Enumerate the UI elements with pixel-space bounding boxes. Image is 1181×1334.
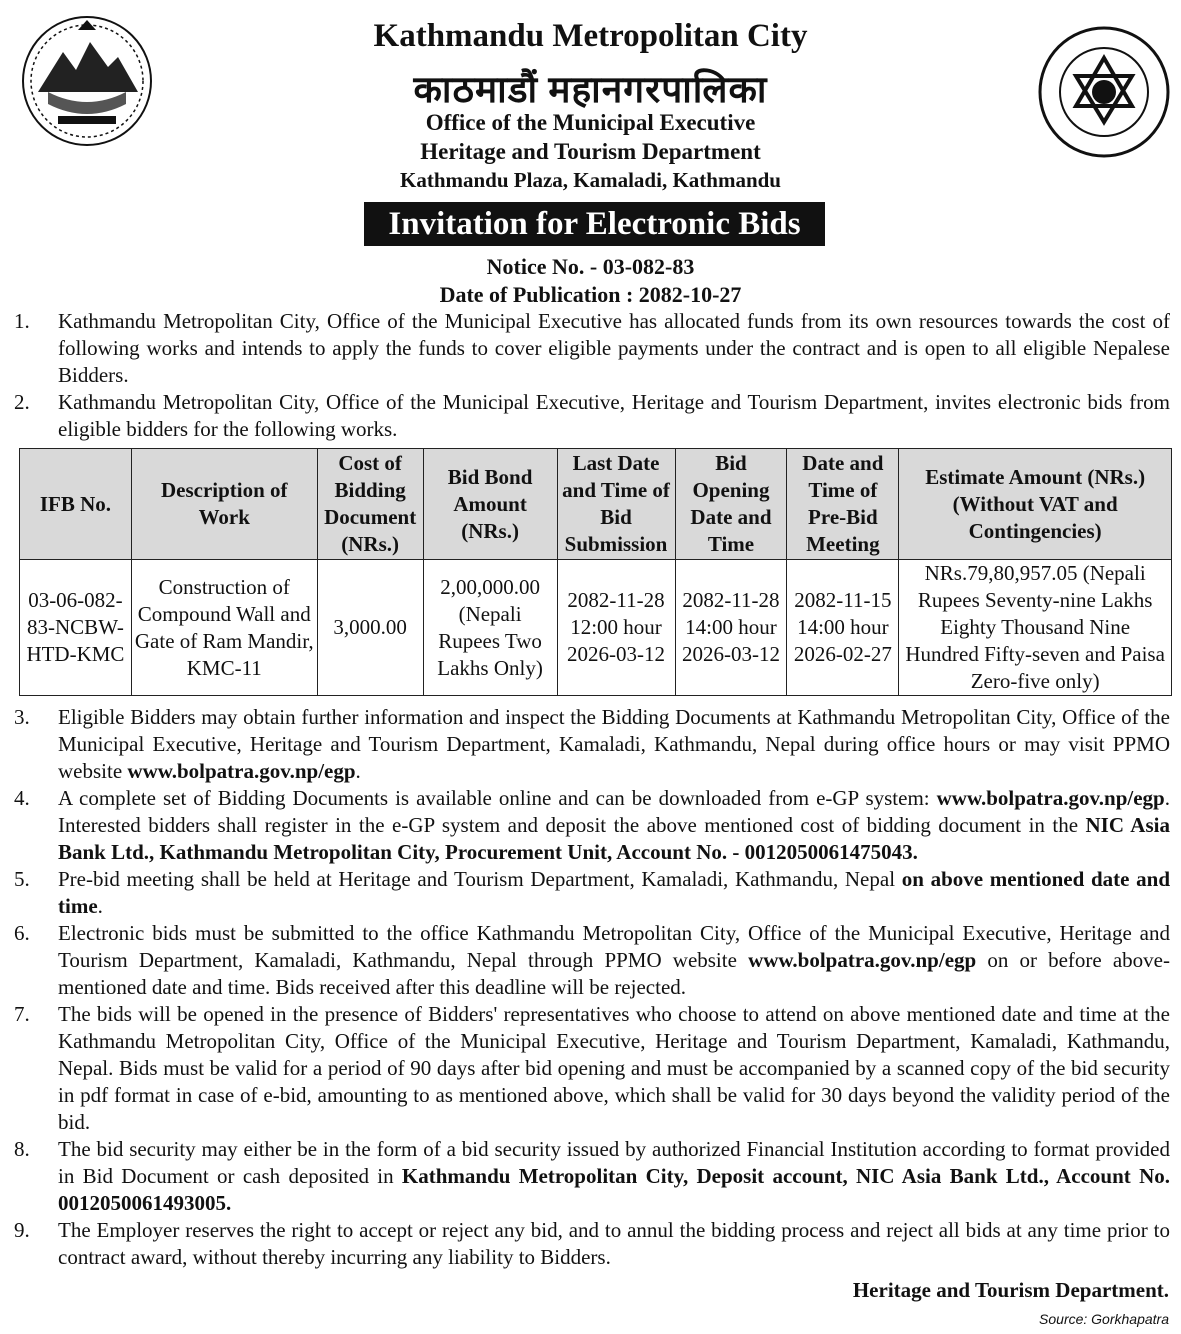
prebid-ad-date: 2026-02-27 [793,642,892,666]
paragraph-text: Kathmandu Metropolitan City, Office of the Municipal Executive has allocated funds from its own resources towards the cost of following works and intends to apply the funds to cover eligible payments under the contract and is open to all eligible Nepalese Bidders. [58,309,1170,387]
paragraph-mid: . Interested bidders shall register in the e-GP system and deposit the above mentioned cost of bidding document in the [58,786,1170,837]
paragraph-number: 1. [14,309,30,333]
header-submission: Last Date and Time of Bid Submission [557,449,675,560]
header-description: Description of Work [131,449,317,560]
procurement-account: NIC Asia Bank Ltd., Kathmandu Metropolitan City, Procurement Unit, Account No. - 0012050061475043. [58,813,1170,864]
paragraph-body: A complete set of Bidding Documents is available online and can be downloaded from e-GP system: [58,786,937,810]
notice-title-banner: Invitation for Electronic Bids [364,202,825,246]
bid-table [19,448,1172,696]
paragraph-9 [14,1217,1170,1271]
header-bid-bond: Bid Bond Amount (NRs.) [423,449,557,560]
paragraph-body: Eligible Bidders may obtain further information and inspect the Bidding Documents at Kathmandu Metropolitan City, Office of the Municipal Executive, Heritage and Tourism Department, Kamaladi, Kathmandu, Nepal during office hours or may visit PPMO website [58,705,1170,783]
prebid-emphasis: on above mentioned date and time [58,867,1171,918]
header-estimate: Estimate Amount (NRs.) (Without VAT and Contingencies) [899,449,1172,560]
cell-prebid [787,560,899,696]
notice-number: Notice No. - 03-082-83 [486,254,695,279]
office-name: Office of the Municipal Executive [425,110,756,135]
paragraph-text: The Employer reserves the right to accept or reject any bid, and to annul the bidding process and reject all bids at any time prior to contract award, without thereby incurring any liability to Bidders. [58,1218,1170,1269]
paragraph-6 [14,920,1170,1001]
paragraph-number: 9. [14,1218,30,1242]
paragraph-body: Pre-bid meeting shall be held at Heritage and Tourism Department, Kamaladi, Kathmandu, Nepal [58,867,902,891]
opening-ad-date: 2026-03-12 [681,642,780,666]
paragraph-tail: on or before above-mentioned date and time. Bids received after this deadline will be rejected. [58,948,1170,999]
cell-doc-cost: 3,000.00 [317,560,423,696]
paragraph-number: 6. [14,921,30,945]
paragraph-number: 3. [14,705,30,729]
cell-description: Construction of Compound Wall and Gate of Ram Mandir, KMC-11 [131,560,317,696]
paragraph-text [58,920,1170,1001]
paragraph-number: 7. [14,1002,30,1026]
egp-link[interactable]: www.bolpatra.gov.np/egp [936,786,1165,810]
office-address: Kathmandu Plaza, Kamaladi, Kathmandu [400,168,781,192]
table-header-row [20,449,1172,560]
prebid-time: 14:00 hour [797,615,889,639]
submission-date: 2082-11-28 [567,588,665,612]
cell-bid-bond: 2,00,000.00 (Nepali Rupees Two Lakhs Only) [423,560,557,696]
source-credit: Source: Gorkhapatra [1039,1311,1169,1327]
paragraph-text [58,785,1170,866]
signature-department: Heritage and Tourism Department. [852,1278,1169,1302]
paragraph-number: 2. [14,390,30,414]
cell-opening [675,560,787,696]
paragraph-number: 5. [14,867,30,891]
header-prebid: Date and Time of Pre-Bid Meeting [787,449,899,560]
paragraph-number: 4. [14,786,30,810]
paragraph-2 [14,389,1170,443]
cell-estimate: NRs.79,80,957.05 (Nepali Rupees Seventy-nine Lakhs Eighty Thousand Nine Hundred Fifty-seven and Paisa Zero-five only) [899,560,1172,696]
cell-submission [557,560,675,696]
submission-ad-date: 2026-03-12 [567,642,666,666]
submission-time: 12:00 hour [570,615,662,639]
paragraph-text [58,704,1170,785]
cell-ifb-no: 03-06-082-83-NCBW-HTD-KMC [20,560,132,696]
deposit-account: Kathmandu Metropolitan City, Deposit account, NIC Asia Bank Ltd., Account No. 0012050061493005. [58,1164,1171,1215]
paragraph-number: 8. [14,1137,30,1161]
table-row [20,560,1172,696]
ppmo-link[interactable]: www.bolpatra.gov.np/egp [127,759,356,783]
header-opening: Bid Opening Date and Time [675,449,787,560]
terms-paragraphs [14,704,1170,1271]
opening-time: 14:00 hour [685,615,777,639]
opening-date: 2082-11-28 [682,588,780,612]
city-name: Kathmandu Metropolitan City [373,18,808,54]
publication-date: Date of Publication : 2082-10-27 [439,282,742,307]
paragraph-body: The bid security may either be in the form of a bid security issued by authorized Financial Institution according to format provided in Bid Document or cash deposited in [58,1137,1170,1188]
paragraph-body: Electronic bids must be submitted to the office Kathmandu Metropolitan City, Office of the Municipal Executive, Heritage and Tourism Department, Kamaladi, Kathmandu, Nepal through PPMO website [58,921,1170,972]
paragraph-text: The bids will be opened in the presence of Bidders' representatives who choose to attend on above mentioned date and time at the Kathmandu Metropolitan City, Office of the Municipal Executive, Heritage and Tourism Department, Kamaladi, Kathmandu, Nepal. Bids must be valid for a period of 90 days after bid opening and must be accompanied by a scanned copy of the bid security in pdf format in case of e-bid, amounting to as mentioned above, which shall be valid for 30 days beyond the validity period of the bid. [58,1002,1170,1134]
paragraph-4 [14,785,1170,866]
paragraph-7 [14,1001,1170,1136]
intro-paragraphs [14,308,1170,443]
paragraph-5 [14,866,1170,920]
paragraph-3 [14,704,1170,785]
city-name-devanagari: काठमाडौं महानगरपालिका [413,70,768,111]
prebid-date: 2082-11-15 [794,588,892,612]
ppmo-link[interactable]: www.bolpatra.gov.np/egp [748,948,977,972]
header-doc-cost: Cost of Bidding Document (NRs.) [317,449,423,560]
paragraph-text: Kathmandu Metropolitan City, Office of the Municipal Executive, Heritage and Tourism Department, invites electronic bids from eligible bidders for the following works. [58,390,1170,441]
paragraph-8 [14,1136,1170,1217]
header-ifb-no: IFB No. [20,449,132,560]
paragraph-tail: . [97,894,103,918]
paragraph-text [58,866,1170,920]
paragraph-text [58,1136,1170,1217]
paragraph-1 [14,308,1170,389]
department-name: Heritage and Tourism Department [420,139,761,164]
paragraph-tail: . [355,759,361,783]
